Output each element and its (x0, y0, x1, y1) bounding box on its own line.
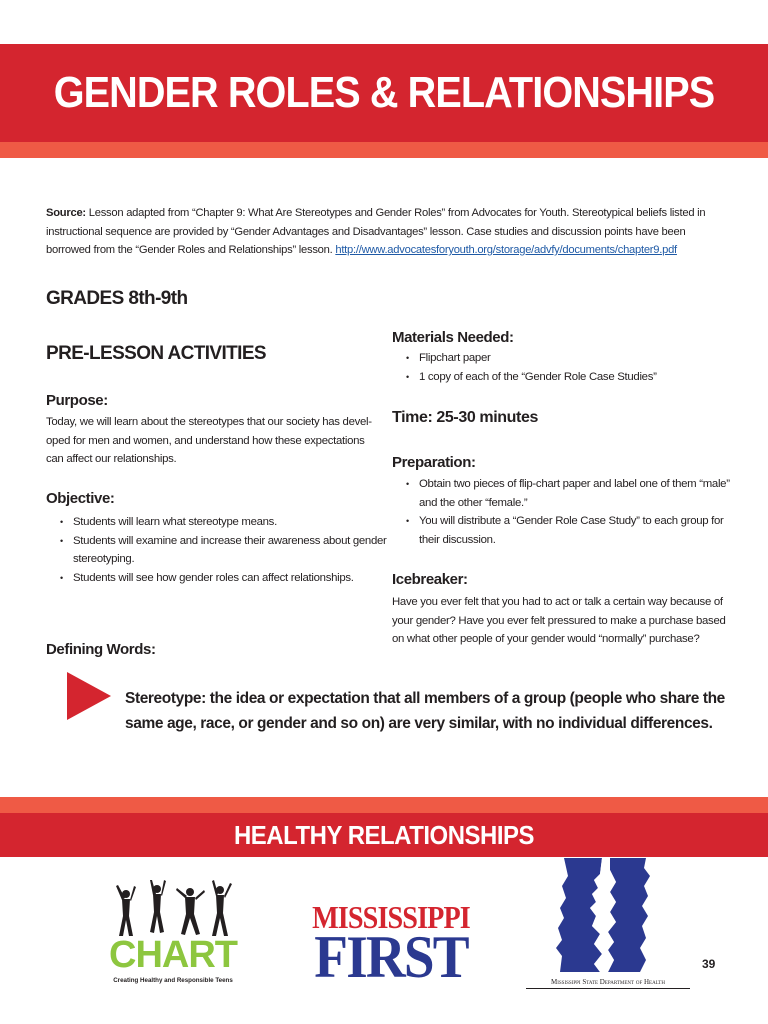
msdh-divider (526, 988, 690, 989)
mississippi-first-bottom: FIRST (314, 924, 468, 990)
materials-item: • Flipchart paper (404, 349, 744, 368)
materials-heading: Materials Needed: (392, 329, 514, 346)
play-arrow-icon (67, 672, 111, 720)
jumping-teens-silhouette-icon (112, 880, 236, 942)
source-label: Source: (46, 207, 86, 219)
source-text: Lesson adapted from “Chapter 9: What Are Stereotypes and Gender Roles” from Advocates for Youth. Stereotypical beliefs listed in instructional sequence are provided by “Gender Advantages and Disadvantages” lesson. Case studies and discussion points have been borrowed from the “Gender Roles and Relationships” lesson. (46, 207, 706, 256)
objective-list (58, 513, 388, 587)
materials-item: • 1 copy of each of the “Gender Role Case Studies” (404, 368, 744, 387)
chart-tagline: Creating Healthy and Responsible Teens (113, 977, 233, 984)
icebreaker-text: Have you ever felt that you had to act or talk a certain way because of your gender? Have you ever felt pressured to make a purchase based on what other people of your gender would “normally” purchase? (392, 596, 726, 645)
purpose-text: Today, we will learn about the stereotypes that our society has devel-oped for men and women, and understand how these expectations can affect our relationships. (46, 416, 372, 465)
objective-item: • Students will examine and increase their awareness about gender stereotyping. (58, 532, 388, 569)
objective-heading: Objective: (46, 490, 115, 507)
pre-lesson-heading: PRE-LESSON ACTIVITIES (46, 343, 267, 364)
msdh-logo (520, 856, 696, 992)
preparation-heading: Preparation: (392, 454, 476, 471)
header-accent-stripe (0, 142, 768, 158)
state-profiles-emblem-icon (550, 856, 662, 974)
time-heading: Time: 25-30 minutes (392, 409, 538, 426)
grades-heading: GRADES 8th-9th (46, 288, 188, 309)
chart-wordmark: CHART (109, 934, 237, 976)
footer-accent-stripe (0, 797, 768, 813)
preparation-item: • Obtain two pieces of flip-chart paper and label one of them “male” and the other “female.” (404, 475, 734, 512)
source-paragraph (46, 204, 722, 260)
source-link[interactable]: http://www.advocatesforyouth.org/storage/advfy/documents/chapter9.pdf (335, 244, 677, 256)
page-number: 39 (702, 957, 716, 971)
mississippi-first-top: MISSISSIPPI (312, 899, 470, 935)
materials-list (404, 349, 744, 386)
objective-item: • Students will see how gender roles can affect relationships. (58, 569, 388, 588)
chart-logo (98, 876, 248, 990)
mississippi-first-logo (288, 893, 494, 989)
defining-words-heading: Defining Words: (46, 641, 156, 658)
page-title: GENDER ROLES & RELATIONSHIPS (53, 68, 715, 117)
objective-item: • Students will learn what stereotype means. (58, 513, 388, 532)
purpose-heading: Purpose: (46, 392, 108, 409)
footer-title: HEALTHY RELATIONSHIPS (233, 819, 534, 850)
msdh-name: Mississippi State Department of Health (551, 978, 665, 986)
stereotype-definition: Stereotype: the idea or expectation that all members of a group (people who share the same age, race, or gender and so on) are very similar, with no individual differences. (125, 690, 725, 732)
preparation-list (404, 475, 734, 549)
icebreaker-heading: Icebreaker: (392, 571, 468, 588)
preparation-item: • You will distribute a “Gender Role Case Study” to each group for their discussion. (404, 512, 734, 549)
